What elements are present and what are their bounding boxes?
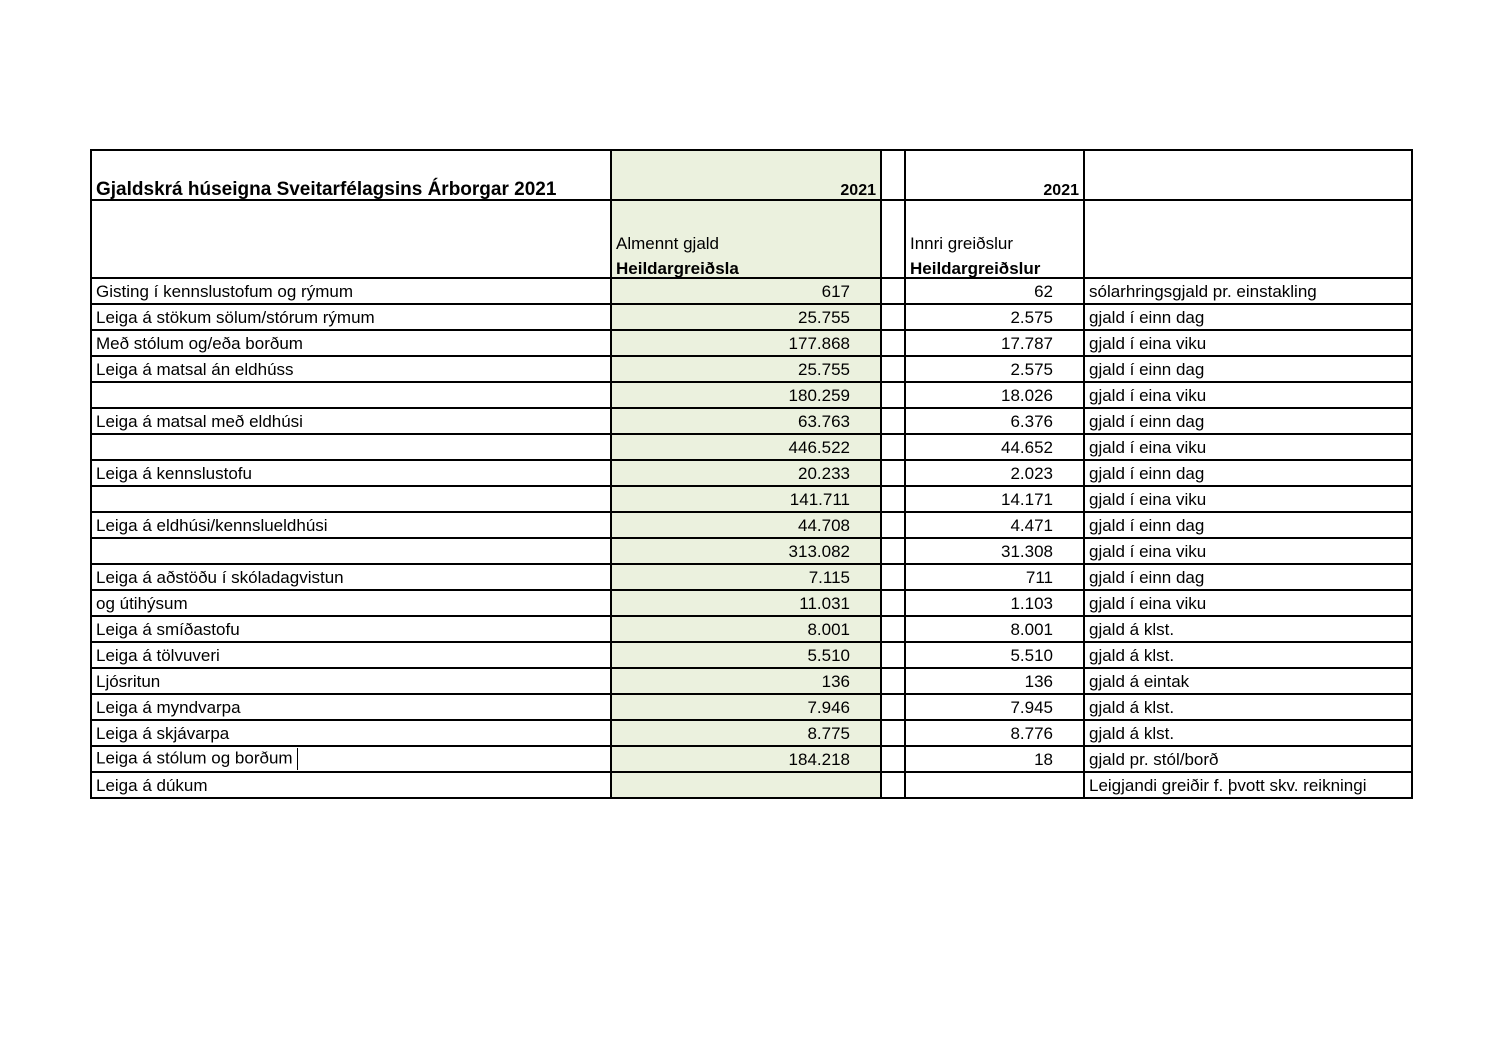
spacer-cell [881, 460, 905, 486]
table-row [91, 538, 1412, 564]
spacer-cell [881, 538, 905, 564]
fee-note: gjald pr. stól/borð [1084, 746, 1412, 772]
fee-note: sólarhringsgjald pr. einstakling [1084, 278, 1412, 304]
internal-fee-header [905, 200, 1084, 278]
fee-note: gjald á eintak [1084, 668, 1412, 694]
general-fee: 7.115 [611, 564, 881, 590]
spacer-cell [881, 304, 905, 330]
internal-fee: 44.652 [905, 434, 1084, 460]
row-label: Leiga á smíðastofu [91, 616, 611, 642]
internal-fee: 4.471 [905, 512, 1084, 538]
internal-fee: 8.001 [905, 616, 1084, 642]
row-label: Leiga á matsal með eldhúsi [91, 408, 611, 434]
table-row [91, 356, 1412, 382]
general-fee-header [611, 200, 881, 278]
internal-fee: 1.103 [905, 590, 1084, 616]
spacer-cell [881, 434, 905, 460]
spacer-cell [881, 408, 905, 434]
internal-fee: 8.776 [905, 720, 1084, 746]
row-label: Leiga á eldhúsi/kennslueldhúsi [91, 512, 611, 538]
spacer-cell [881, 330, 905, 356]
internal-fee: 17.787 [905, 330, 1084, 356]
spacer-cell [881, 642, 905, 668]
row-label [91, 538, 611, 564]
row-label: Leiga á dúkum [91, 772, 611, 798]
internal-fee: 2.575 [905, 304, 1084, 330]
general-fee: 5.510 [611, 642, 881, 668]
fee-note: gjald í eina viku [1084, 382, 1412, 408]
fee-note: gjald í eina viku [1084, 538, 1412, 564]
row-label: Leiga á skjávarpa [91, 720, 611, 746]
internal-fee: 6.376 [905, 408, 1084, 434]
spacer-cell [881, 486, 905, 512]
fee-note: gjald í einn dag [1084, 564, 1412, 590]
fee-note: gjald í eina viku [1084, 330, 1412, 356]
internal-fee: 7.945 [905, 694, 1084, 720]
general-fee: 141.711 [611, 486, 881, 512]
fee-note: gjald á klst. [1084, 694, 1412, 720]
row-label: Leiga á kennslustofu [91, 460, 611, 486]
general-fee: 177.868 [611, 330, 881, 356]
internal-fee: 62 [905, 278, 1084, 304]
table-row [91, 304, 1412, 330]
general-fee: 25.755 [611, 304, 881, 330]
fee-note: gjald í einn dag [1084, 460, 1412, 486]
row-label: Leiga á matsal án eldhúss [91, 356, 611, 382]
row-label: Leiga á stökum sölum/stórum rýmum [91, 304, 611, 330]
internal-fee: 18 [905, 746, 1084, 772]
internal-fee [905, 772, 1084, 798]
general-fee: 8.001 [611, 616, 881, 642]
internal-fee: 2.575 [905, 356, 1084, 382]
table-row [91, 668, 1412, 694]
row-label: og útihýsum [91, 590, 611, 616]
general-fee: 20.233 [611, 460, 881, 486]
table-row [91, 720, 1412, 746]
table-row [91, 746, 1412, 772]
fee-note: gjald í einn dag [1084, 304, 1412, 330]
internal-fee: 711 [905, 564, 1084, 590]
table-row [91, 382, 1412, 408]
fee-note: gjald í eina viku [1084, 434, 1412, 460]
general-fee: 25.755 [611, 356, 881, 382]
general-fee: 7.946 [611, 694, 881, 720]
table-row [91, 460, 1412, 486]
fee-note: gjald í einn dag [1084, 408, 1412, 434]
table-row [91, 772, 1412, 798]
table-row [91, 330, 1412, 356]
general-fee: 63.763 [611, 408, 881, 434]
year-internal: 2021 [905, 150, 1084, 200]
internal-fee: 5.510 [905, 642, 1084, 668]
internal-fee: 31.308 [905, 538, 1084, 564]
row-label: Með stólum og/eða borðum [91, 330, 611, 356]
general-fee: 136 [611, 668, 881, 694]
table-row [91, 434, 1412, 460]
general-fee-header-line2: Heildargreiðsla [616, 259, 739, 278]
general-fee [611, 772, 881, 798]
internal-fee: 14.171 [905, 486, 1084, 512]
spacer-cell [881, 668, 905, 694]
fee-table [90, 149, 1413, 799]
general-fee: 180.259 [611, 382, 881, 408]
spacer-cell [881, 382, 905, 408]
spacer-cell [881, 720, 905, 746]
row-label: Gisting í kennslustofum og rýmum [91, 278, 611, 304]
year-general: 2021 [611, 150, 881, 200]
table-row [91, 616, 1412, 642]
internal-fee: 136 [905, 668, 1084, 694]
spacer-cell [881, 278, 905, 304]
table-row [91, 642, 1412, 668]
spacer-cell [881, 746, 905, 772]
general-fee: 446.522 [611, 434, 881, 460]
spacer-cell [881, 356, 905, 382]
fee-note: gjald í einn dag [1084, 356, 1412, 382]
fee-note: gjald á klst. [1084, 616, 1412, 642]
table-row [91, 486, 1412, 512]
cell-border-mark [297, 748, 298, 770]
spacer-cell [881, 564, 905, 590]
table-row [91, 278, 1412, 304]
spacer-cell [881, 772, 905, 798]
fee-note: gjald á klst. [1084, 642, 1412, 668]
subheader-row [91, 200, 1412, 278]
row-label: Ljósritun [91, 668, 611, 694]
row-label: Leiga á stólum og borðum [91, 746, 611, 772]
general-fee-header-line1: Almennt gjald [616, 234, 720, 253]
fee-note: gjald á klst. [1084, 720, 1412, 746]
internal-fee: 2.023 [905, 460, 1084, 486]
row-label: Leiga á tölvuveri [91, 642, 611, 668]
internal-fee-header-line2: Heildargreiðslur [910, 259, 1041, 278]
empty-note-header [1084, 200, 1412, 278]
table-row [91, 408, 1412, 434]
spacer-cell [881, 616, 905, 642]
fee-note: gjald í eina viku [1084, 486, 1412, 512]
general-fee: 44.708 [611, 512, 881, 538]
spacer-cell [881, 590, 905, 616]
table-title: Gjaldskrá húseigna Sveitarfélagsins Árborgar 2021 [91, 150, 611, 200]
table-row [91, 564, 1412, 590]
internal-fee-header-line1: Innri greiðslur [910, 234, 1013, 253]
general-fee: 617 [611, 278, 881, 304]
general-fee: 313.082 [611, 538, 881, 564]
title-row [91, 150, 1412, 200]
row-label [91, 382, 611, 408]
table-row [91, 590, 1412, 616]
fee-note: gjald í einn dag [1084, 512, 1412, 538]
row-label: Leiga á aðstöðu í skóladagvistun [91, 564, 611, 590]
fee-note: gjald í eina viku [1084, 590, 1412, 616]
empty-label-header [91, 200, 611, 278]
empty-header-cell [1084, 150, 1412, 200]
internal-fee: 18.026 [905, 382, 1084, 408]
fee-note: Leigjandi greiðir f. þvott skv. reikningi [1084, 772, 1412, 798]
general-fee: 11.031 [611, 590, 881, 616]
general-fee: 184.218 [611, 746, 881, 772]
spacer-cell [881, 150, 905, 200]
spacer-cell [881, 694, 905, 720]
general-fee: 8.775 [611, 720, 881, 746]
spacer-cell [881, 200, 905, 278]
table-row [91, 694, 1412, 720]
row-label [91, 434, 611, 460]
spacer-cell [881, 512, 905, 538]
row-label: Leiga á myndvarpa [91, 694, 611, 720]
row-label [91, 486, 611, 512]
table-row [91, 512, 1412, 538]
